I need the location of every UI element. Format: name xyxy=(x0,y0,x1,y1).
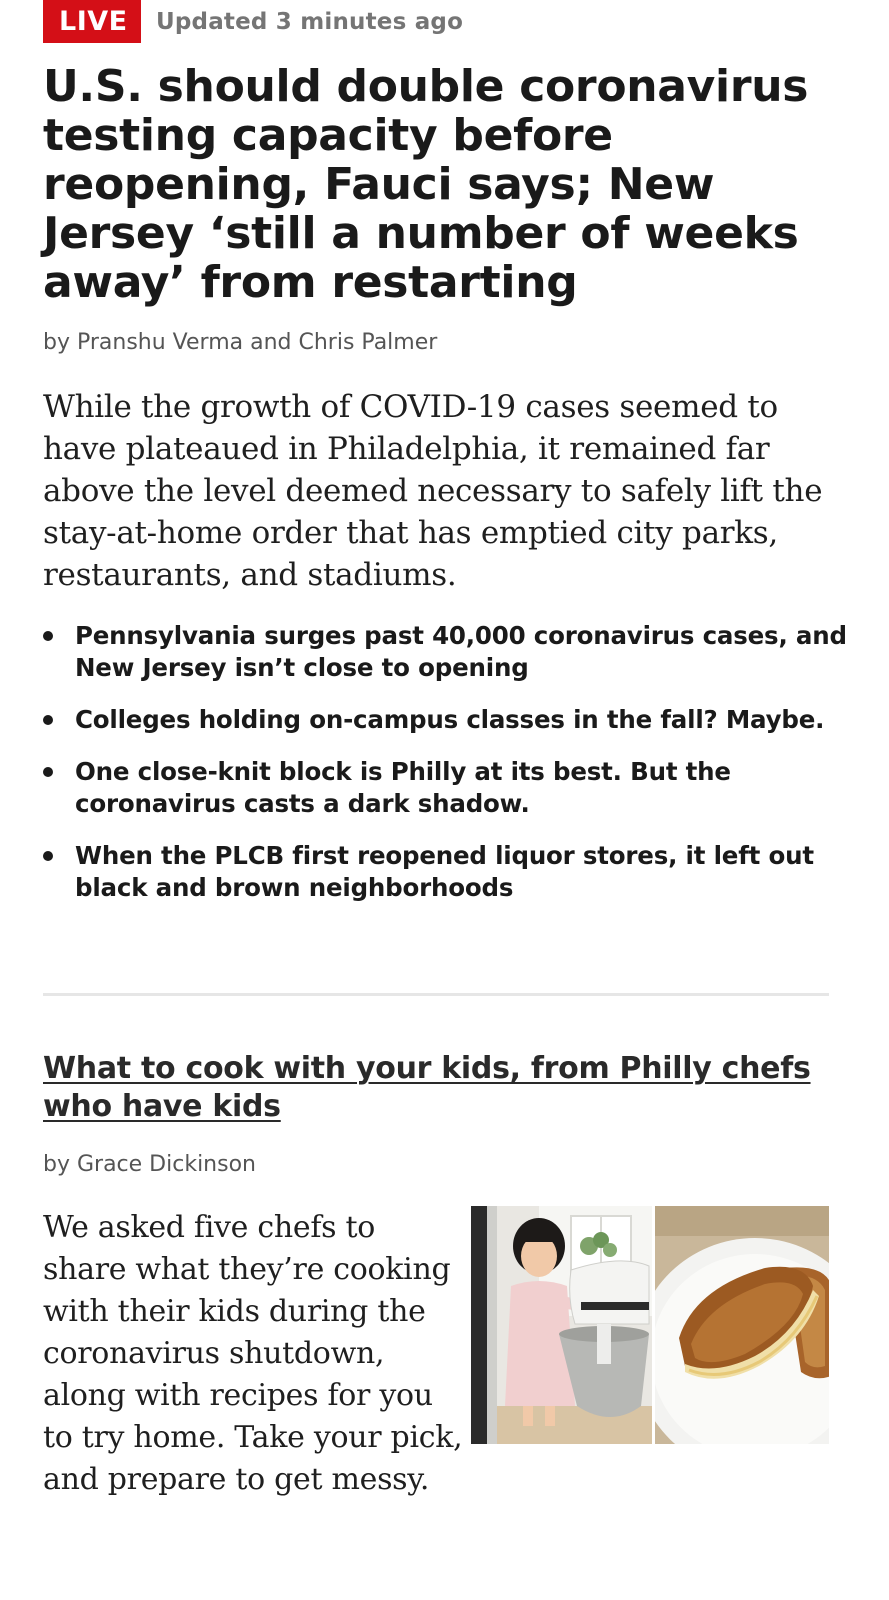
second-story-headline[interactable] xyxy=(43,1050,843,1126)
bullet-icon xyxy=(43,631,53,641)
main-summary: While the growth of COVID-19 cases seemed to have plateaued in Philadelphia, it remained far above the level deemed necessary to safely lift the stay-at-home order that has emptied city parks, restaurants, and stadiums. xyxy=(43,389,823,593)
related-links-list xyxy=(43,620,847,924)
related-link[interactable]: When the PLCB first reopened liquor stores, it left out black and brown neighborhoods xyxy=(75,841,814,902)
updated-timestamp: Updated 3 minutes ago xyxy=(156,8,464,35)
related-link[interactable]: Colleges holding on-campus classes in the fall? Maybe. xyxy=(75,705,825,734)
bullet-icon xyxy=(43,767,53,777)
main-byline: by Pranshu Verma and Chris Palmer xyxy=(43,330,438,355)
bullet-icon xyxy=(43,851,53,861)
section-divider xyxy=(43,993,829,996)
bullet-icon xyxy=(43,715,53,725)
related-link-item[interactable] xyxy=(43,756,847,820)
main-headline[interactable]: U.S. should double coronavirus testing capacity before reopening, Fauci says; New Jersey ‘still a number of weeks away’ from restarting xyxy=(43,61,809,308)
grilled-sandwich-photo xyxy=(655,1206,829,1444)
live-badge: LIVE xyxy=(43,0,141,43)
related-link-item[interactable] xyxy=(43,704,847,736)
related-link[interactable]: Pennsylvania surges past 40,000 coronavirus cases, and New Jersey isn’t close to opening xyxy=(75,621,847,682)
child-with-mixer-photo xyxy=(471,1206,652,1444)
live-header xyxy=(43,0,463,43)
related-link-item[interactable] xyxy=(43,840,847,904)
related-link[interactable]: One close-knit block is Philly at its best. But the coronavirus casts a dark shadow. xyxy=(75,757,731,818)
related-link-item[interactable] xyxy=(43,620,847,684)
second-story-byline: by Grace Dickinson xyxy=(43,1152,256,1177)
second-story-thumbnail[interactable] xyxy=(471,1206,829,1444)
second-story-link[interactable]: What to cook with your kids, from Philly chefs who have kids xyxy=(43,1051,811,1124)
second-story-summary: We asked five chefs to share what they’re cooking with their kids during the coronavirus shutdown, along with recipes for you to try home. Take your pick, and prepare to get messy. xyxy=(43,1210,463,1497)
